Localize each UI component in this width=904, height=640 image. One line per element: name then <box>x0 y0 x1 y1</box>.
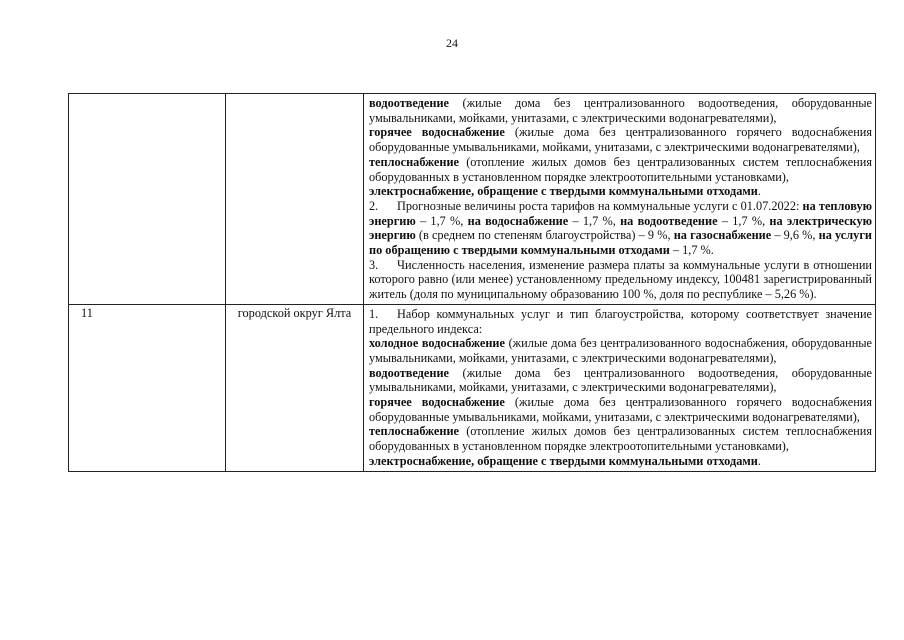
bold-term: на электрическую энергию <box>369 213 873 243</box>
bold-term: электроснабжение, обращение с твердыми коммунальными отходами <box>369 453 758 468</box>
text-run: . <box>757 184 761 199</box>
item-number: 3. <box>369 257 379 272</box>
item-number: 2. <box>369 198 379 213</box>
table-row <box>69 94 876 305</box>
bold-term: горячее водоснабжение <box>369 125 505 140</box>
bold-term: на тепловую энергию <box>369 198 872 228</box>
bold-term: водоотведение <box>369 96 449 110</box>
text-run: – 9,6 %, <box>771 228 819 243</box>
text-run: Численность населения, изменение размера платы за коммунальные услуги в отношении которого равно (или менее) установленному предельному индексу, 100481 зарегистрированный житель (доля по муниципальному образованию 100 %, доля по республике – 5,26 %). <box>369 257 872 302</box>
municipality-name-cell: городской округ Ялта <box>226 304 364 471</box>
description-cell <box>364 94 876 305</box>
bold-term: на услуги по обращению с твердыми коммунальными отходами <box>369 228 872 258</box>
bold-term: на водоснабжение <box>467 213 569 228</box>
bold-term: на водоотведение <box>620 213 718 228</box>
text-run: – 1,7 %. <box>669 243 714 258</box>
description-paragraph <box>369 96 872 125</box>
row-number-cell <box>69 94 226 305</box>
description-cell <box>364 304 876 471</box>
bold-term: водоотведение <box>369 365 449 380</box>
bold-term: электроснабжение, обращение с твердыми коммунальными отходами <box>369 184 758 199</box>
bold-term: теплоснабжение <box>369 424 460 439</box>
municipality-name-cell <box>226 94 364 305</box>
bold-term: теплоснабжение <box>369 154 460 169</box>
text-run: (жилые дома без централизованного горячего водоснабжения оборудованные умывальниками, мойками, унитазами, с электрическими водонагревателями), <box>369 125 873 155</box>
row-number-cell: 11 <box>69 304 226 471</box>
page-number: 24 <box>446 36 458 50</box>
description-paragraph <box>369 366 872 395</box>
bold-term: горячее водоснабжение <box>369 395 505 410</box>
description-paragraph <box>369 307 872 336</box>
text-run: . <box>757 453 761 468</box>
text-run: (отопление жилых домов без централизованных систем теплоснабжения оборудованных в установленном порядке электроотопительными установками), <box>369 424 872 454</box>
description-paragraph <box>369 336 872 365</box>
text-run: Прогнозные величины роста тарифов на коммунальные услуги с 01.07.2022: <box>397 198 803 213</box>
text-run: – 1,7 %, <box>717 213 770 228</box>
text-run: (жилые дома без централизованного горячего водоснабжения оборудованные умывальниками, мойками, унитазами, с электрическими водонагревателями), <box>369 395 873 424</box>
description-paragraph <box>369 199 872 258</box>
description-paragraph <box>369 395 872 424</box>
text-run: – 1,7 %, <box>568 213 621 228</box>
description-paragraph <box>369 454 872 469</box>
table-row <box>69 304 876 471</box>
bold-term: на газоснабжение <box>673 228 772 243</box>
text-run: (в среднем по степеням благоустройства) – 9 %, <box>415 228 674 243</box>
description-paragraph <box>369 125 872 154</box>
tariff-table <box>68 93 876 472</box>
text-run: (жилые дома без централизованного водоснабжения, оборудованные умывальниками, мойками, унитазами, с электрическими водонагревателями), <box>369 336 872 365</box>
item-number: 1. <box>369 306 379 321</box>
bold-term: холодное водоснабжение <box>369 336 505 351</box>
text-run: (отопление жилых домов без централизованных систем теплоснабжения оборудованных в установленном порядке электроотопительными установками), <box>369 154 872 184</box>
text-run: Набор коммунальных услуг и тип благоустройства, которому соответствует значение предельного индекса: <box>369 306 872 336</box>
text-run: – 1,7 %, <box>415 213 468 228</box>
table-body <box>69 94 876 472</box>
text-run: (жилые дома без централизованного водоотведения, оборудованные умывальниками, мойками, унитазами, с электрическими водонагревателями), <box>369 96 872 125</box>
description-paragraph <box>369 424 872 453</box>
description-paragraph <box>369 155 872 184</box>
text-run: (жилые дома без централизованного водоотведения, оборудованные умывальниками, мойками, унитазами, с электрическими водонагревателями), <box>369 365 872 395</box>
description-paragraph <box>369 258 872 302</box>
description-paragraph <box>369 184 872 199</box>
